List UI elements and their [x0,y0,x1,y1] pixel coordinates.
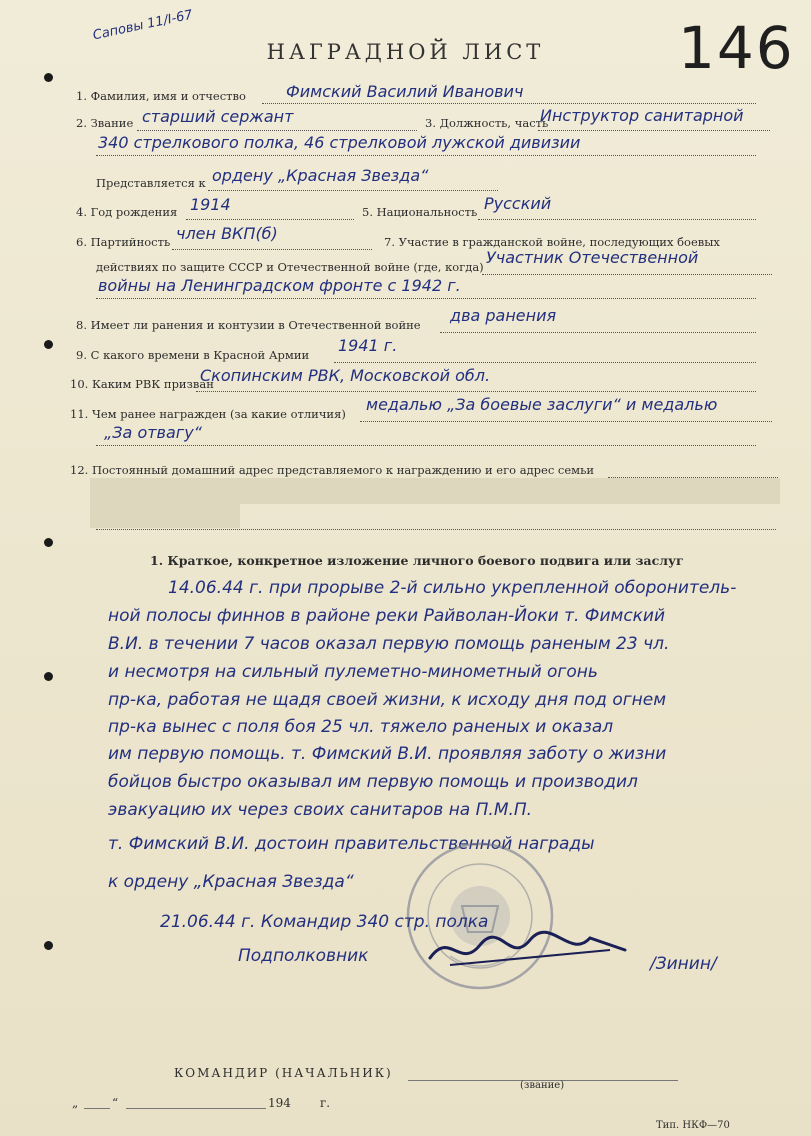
corner-note: Саповы 11/I-67 [91,7,194,44]
narrative-line: эвакуацию их через своих санитаров на П.М.П. [108,800,533,820]
narrative-line: и несмотря на сильный пулеметно-минометный огонь [108,662,598,682]
archive-number: 146 [678,14,795,82]
punch-hole [44,73,53,82]
field-value-party: член ВКП(б) [176,224,278,243]
field-value-previous-awards: медалью „За боевые заслуги“ и медалью [366,395,718,414]
punch-hole [44,340,53,349]
narrative-line: ной полосы финнов в районе реки Райволан-Йоки т. Фимский [108,606,666,626]
footer-date-quote: “ [112,1096,119,1110]
redacted-address [90,504,240,528]
date-commander-line: 21.06.44 г. Командир 340 стр. полка [160,912,489,932]
narrative-line: бойцов быстро оказывал им первую помощь и производил [108,772,638,792]
field-value-position-cont: 340 стрелкового полка, 46 стрелковой лужской дивизии [98,133,581,152]
field-label-war-participation-cont: действиях по защите СССР и Отечественной войне (где, когда) [96,260,484,274]
field-value-war-participation: Участник Отечественной [486,248,699,267]
field-label-presented: Представляется к [96,176,206,190]
field-value-war-participation-cont: войны на Ленинградском фронте с 1942 г. [98,276,461,295]
narrative-line: т. Фимский В.И. достоин правительственной награды [108,834,595,854]
document-title: НАГРАДНОЙ ЛИСТ [266,40,545,64]
footer-date-open: „ [72,1096,79,1110]
field-value-rank: старший сержант [142,107,294,126]
field-label-birth-year: 4. Год рождения [76,205,178,219]
signature-name: /Зинин/ [650,954,717,974]
field-label-wounds: 8. Имеет ли ранения и контузии в Отечественной войне [76,318,421,332]
commander-rank: Подполковник [238,946,369,966]
field-label-nationality: 5. Национальность [362,205,478,219]
narrative-line: 14.06.44 г. при прорыве 2-й сильно укрепленной оборонитель- [168,578,737,598]
footer-commander: КОМАНДИР (НАЧАЛЬНИК) [174,1066,393,1080]
punch-hole [44,941,53,950]
punch-hole [44,538,53,547]
field-value-rvk: Скопинским РВК, Московской обл. [200,366,491,385]
field-value-name: Фимский Василий Иванович [286,82,524,101]
narrative-line: им первую помощь. т. Фимский В.И. проявляя заботу о жизни [108,744,667,764]
narrative-line: В.И. в течении 7 часов оказал первую помощь раненым 23 чл. [108,634,670,654]
redacted-address [90,478,780,504]
field-label-rvk: 10. Каким РВК призван [70,377,214,391]
field-label-previous-awards: 11. Чем ранее награжден (за какие отличия) [70,407,346,421]
field-value-position: Инструктор санитарной [540,106,744,125]
field-value-birth-year: 1914 [190,195,231,214]
section-heading: 1. Краткое, конкретное изложение личного боевого подвига или заслуг [150,553,684,568]
field-value-nationality: Русский [484,194,552,213]
field-value-army-since: 1941 г. [338,336,398,355]
narrative-line: пр-ка вынес с поля боя 25 чл. тяжело раненых и оказал [108,717,614,737]
field-label-army-since: 9. С какого времени в Красной Армии [76,348,310,362]
field-label-party: 6. Партийность [76,235,171,249]
commander-signature [420,920,640,980]
narrative-line: пр-ка, работая не щадя своей жизни, к исходу дня под огнем [108,690,667,710]
field-value-presented: ордену „Красная Звезда“ [212,166,429,185]
field-value-previous-awards-cont: „За отвагу“ [104,423,202,442]
footer-year: 194 [268,1096,291,1110]
footer-year-suffix: г. [320,1096,331,1110]
field-label-position: 3. Должность, часть [425,116,549,130]
form-code: Тип. НКФ—70 [656,1120,730,1131]
field-label-war-participation: 7. Участие в гражданской войне, последующих боевых [384,235,720,249]
field-label-name: 1. Фамилия, имя и отчество [76,89,246,103]
narrative-line: к ордену „Красная Звезда“ [108,872,354,892]
field-label-rank: 2. Звание [76,116,134,130]
footer-rank-hint: (звание) [520,1080,565,1091]
field-value-wounds: два ранения [450,306,557,325]
field-label-address: 12. Постоянный домашний адрес представляемого к награждению и его адрес семьи [70,463,595,477]
punch-hole [44,672,53,681]
